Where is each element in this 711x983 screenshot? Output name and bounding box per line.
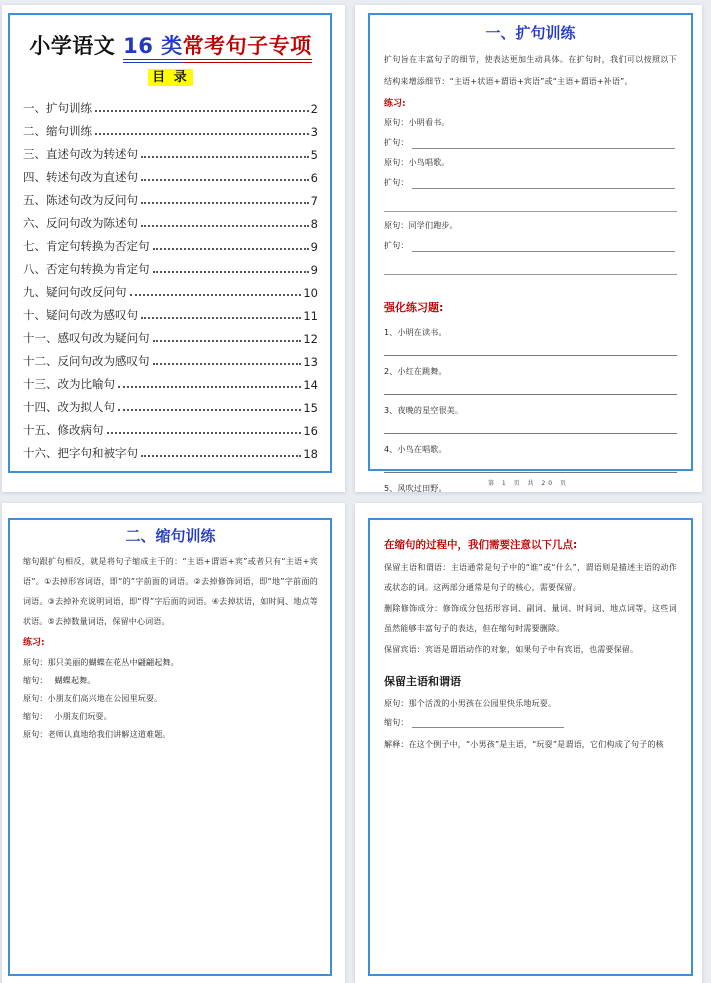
toc-page-number: 5 [310,148,318,162]
answer-label: 缩句： [384,717,409,727]
answer-blank-line [412,727,564,728]
original-sentence: 原句：老师认真地给我们讲解这道难题。 [23,730,171,739]
toc-page-number: 12 [303,332,318,346]
toc-dot-leader [141,455,301,457]
title-part-black: 小学语文 [29,34,124,58]
drill-item: 3、夜晚的星空很美。 [384,406,464,415]
page-sheet-expansion [355,5,702,492]
toc-dot-leader [118,386,301,388]
toc-dot-leader [153,248,309,250]
toc-page-number: 15 [303,401,318,415]
toc-entry: 十六、把字句和被字句 18 [23,446,318,461]
toc-dot-leader [141,317,301,319]
answer-blank-line [412,148,675,149]
toc-entry: 九、疑问句改反问句 10 [23,285,318,300]
original-sentence: 原句：那个活泼的小男孩在公园里快乐地玩耍。 [384,698,557,708]
toc-page-number: 3 [310,125,318,139]
drill-item: 4、小鸟在唱歌。 [384,445,447,454]
toc-page-number: 18 [303,447,318,461]
toc-page-number: 11 [303,309,318,323]
toc-entry: 一、扩句训练 2 [23,101,318,116]
toc-dot-leader [153,340,302,342]
answer-continuation-line [384,274,677,275]
expansion-exercise [384,216,677,275]
toc-entry: 五、陈述句改为反问句 7 [23,193,318,208]
toc-page-number: 9 [310,240,318,254]
original-sentence: 原句：小明看书。 [384,118,450,127]
drill-item: 2、小红在跳舞。 [384,367,447,376]
practice-label: 练习: [384,99,406,109]
toc-page-number: 8 [310,217,318,231]
toc-page-number: 14 [303,378,318,392]
answer-continuation-line [384,211,677,212]
drill-item: 1、小明在读书。 [384,328,447,337]
toc-page-number: 6 [310,171,318,185]
toc-page-number: 10 [303,286,318,300]
notes-paragraph: 保留主语和谓语：主语通常是句子中的“谁”或“什么”，谓语则是描述主语的动作或状态的词。这两部分通常是句子的核心，需要保留。 [384,563,677,592]
toc-dot-leader [118,409,301,411]
notes-page-frame [368,518,693,976]
expansion-exercise [384,153,677,212]
toc-page-number: 9 [310,263,318,277]
toc-dot-leader [130,294,302,296]
toc-dot-leader [153,363,302,365]
toc-dot-leader [141,179,309,181]
toc-page-number: 16 [303,424,318,438]
original-sentence: 原句：小鸟唱歌。 [384,158,450,167]
page-sheet-notes [355,503,702,983]
page-sheet-toc [2,5,345,492]
original-sentence: 原句：那只美丽的蝴蝶在花丛中翩翩起舞。 [23,658,179,667]
contracted-answer: 缩句： 蝴蝶起舞。 [23,676,96,685]
answer-row [384,713,566,732]
toc-page-number: 7 [310,194,318,208]
explanation-text: 解释：在这个例子中，“小男孩”是主语，“玩耍”是谓语，它们构成了句子的核 [384,739,664,749]
drill-answer-line [384,394,677,395]
toc-entry: 十二、反问句改为感叹句 13 [23,354,318,369]
original-sentence: 原句：小朋友们高兴地在公园里玩耍。 [23,694,163,703]
toc-entry: 八、否定句转换为肯定句 9 [23,262,318,277]
toc-heading: 目 录 [23,66,318,85]
section-title-expansion: 一、扩句训练 [485,24,576,42]
drill-answer-line [384,472,677,473]
toc-entry: 三、直述句改为转述句 5 [23,147,318,162]
toc-entry: 十三、改为比喻句 14 [23,377,318,392]
title-part-red: 常考句子专项 [183,34,312,63]
toc-entry: 十一、感叹句改为疑问句 12 [23,331,318,346]
title-part-blue: 16 类 [123,34,183,63]
answer-label: 扩句： [384,178,409,187]
toc-entry: 四、转述句改为直述句 6 [23,170,318,185]
drill-item: 5、风吹过田野。 [384,484,447,493]
notes-heading: 在缩句的过程中，我们需要注意以下几点: [384,539,578,551]
toc-dot-leader [107,432,302,434]
answer-blank-line [412,188,675,189]
toc-dot-leader [141,202,309,204]
notes-subheading: 保留主语和谓语 [384,674,461,688]
toc-entry: 十、疑问句改为感叹句 11 [23,308,318,323]
toc-page-frame [8,13,332,473]
drill-answer-line [384,355,677,356]
answer-label: 扩句： [384,138,409,147]
toc-list [23,95,318,463]
original-sentence: 原句：同学们跑步。 [384,221,458,230]
toc-entry: 六、反问句改为陈述句 8 [23,216,318,231]
toc-entry: 十五、修改病句 16 [23,423,318,438]
answer-row [384,236,677,256]
drill-answer-line [384,433,677,434]
toc-dot-leader [95,133,309,135]
practice-label: 练习: [23,638,45,648]
page-sheet-contraction [2,503,345,983]
answer-blank-line [412,251,675,252]
expansion-intro: 扩句旨在丰富句子的细节，使表达更加生动具体。在扩句时，我们可以按照以下结构来增添细节：“主语+状语+谓语+宾语”或“主语+谓语+补语”。 [384,55,677,86]
toc-entry: 七、肯定句转换为否定句 9 [23,239,318,254]
expansion-exercise [384,113,677,153]
document-title [23,33,318,59]
toc-entry: 十四、改为拟人句 15 [23,400,318,415]
notes-paragraph: 删除修饰成分：修饰成分包括形容词、副词、量词、时间词、地点词等，这些词虽然能够丰富句子的表达，但在缩句时需要删除。 [384,604,677,633]
section-title-contraction: 二、缩句训练 [125,527,216,545]
toc-dot-leader [153,271,309,273]
toc-entry: 二、缩句训练 3 [23,124,318,139]
page-number-footer: 第 1 页 共 20 页 [488,480,569,487]
toc-dot-leader [141,156,309,158]
contraction-intro: 缩句跟扩句相反，就是将句子缩成主干的：“主语+谓语+宾”或者只有“主语+宾语”。①去掉形容词语，即“的”字前面的词语。②去掉修饰词语，即“地”字前面的词语。③去掉补充说明词语，即“得”字后面的词语。④去掉状语，如时间、地点等状语。⑤去掉数量词语，保留中心词语。 [23,557,318,626]
answer-row [384,133,677,153]
toc-dot-leader [95,110,309,112]
answer-label: 扩句： [384,241,409,250]
notes-paragraph: 保留宾语：宾语是谓语动作的对象，如果句子中有宾语，也需要保留。 [384,645,639,654]
toc-dot-leader [141,225,309,227]
toc-page-number: 13 [303,355,318,369]
drill-label: 强化练习题: [384,301,444,314]
contracted-answer: 缩句： 小朋友们玩耍。 [23,712,112,721]
contraction-page-frame [8,518,332,976]
answer-row [384,173,677,193]
toc-page-number: 2 [310,102,318,116]
